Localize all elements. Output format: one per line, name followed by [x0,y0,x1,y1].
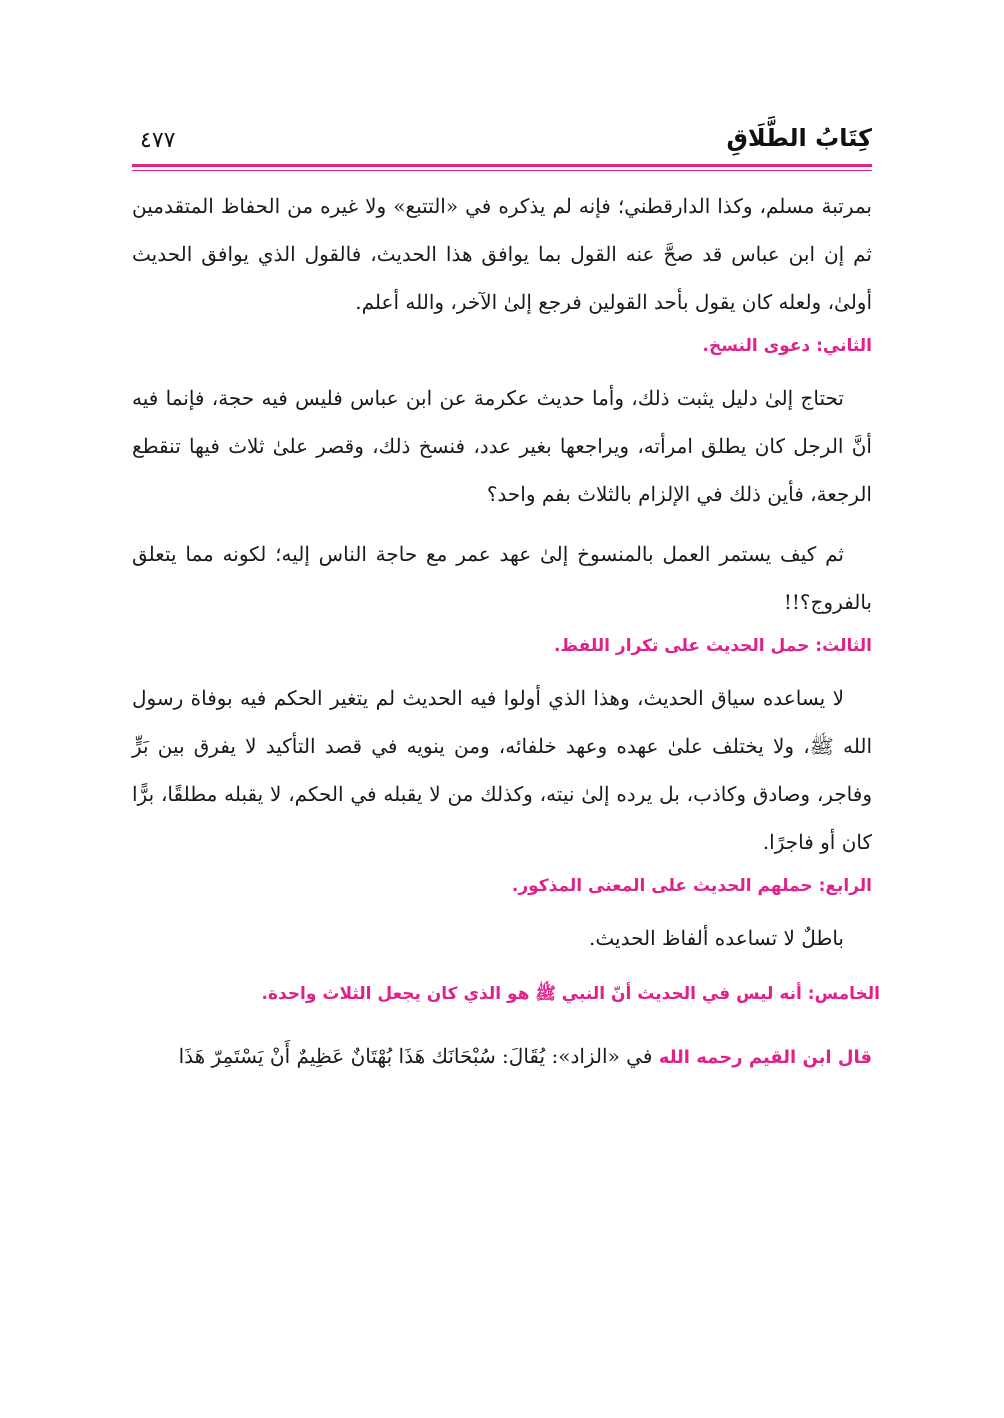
section-heading-3: الثالث: حمل الحديث على تكرار اللفظ. [553,636,872,656]
quote-attribution: قال ابن القيم رحمه الله [658,1047,872,1068]
header-rule-thin [132,170,872,171]
section-heading-5: الخامس: أنه ليس في الحديث أنّ النبي ﷺ هو الذي كان يجعل الثلاث واحدة. [261,984,880,1004]
section-heading-4: الرابع: حملهم الحديث على المعنى المذكور. [511,876,872,896]
book-title: كِتَابُ الطَّلَاقِ [726,124,872,152]
paragraph-1: بمرتبة مسلم، وكذا الدارقطني؛ فإنه لم يذكره في «التتبع» ولا غيره من الحفاظ المتقدمين ثم إن ابن عباس قد صحَّ عنه القول بما يوافق هذا الحديث، فالقول الذي يوافق الحديث أولىٰ، ولعله كان يقول بأحد القولين فرجع إلىٰ الآخر، والله أعلم. [132,194,872,314]
paragraph-5: باطلٌ لا تساعده ألفاظ الحديث. [589,926,844,950]
paragraph-3: ثم كيف يستمر العمل بالمنسوخ إلىٰ عهد عمر مع حاجة الناس إليه؛ لكونه مما يتعلق بالفروج؟!! [132,542,872,614]
quote-text: في «الزاد»: يُقَالَ: سُبْحَانَك هَذَا بُهْتَانٌ عَظِيمٌ أَنْ يَسْتَمِرّ هَذَا [178,1044,659,1068]
page-body [132,182,880,1102]
header-rule-thick [132,164,872,167]
paragraph-4: لا يساعده سياق الحديث، وهذا الذي أولوا فيه الحديث لم يتغير الحكم فيه بوفاة رسول الله ﷺ، ولا يختلف علىٰ عهده وعهد خلفائه، ومن ينويه في قصد التأكيد لا يفرق بين بَرٍّ وفاجر، وصادق وكاذب، بل يرده إلىٰ نيته، وكذلك من لا يقبله في الحكم، لا يقبله مطلقًا، برًّا كان أو فاجرًا. [132,686,872,854]
paragraph-2: تحتاج إلىٰ دليل يثبت ذلك، وأما حديث عكرمة عن ابن عباس فليس فيه حجة، فإنما فيه أنَّ الرجل كان يطلق امرأته، ويراجعها بغير عدد، فنسخ ذلك، وقصر علىٰ ثلاث فيها تنقطع الرجعة، فأين ذلك في الإلزام بالثلاث بفم واحد؟ [132,386,872,506]
paragraph-6 [132,1032,872,1082]
section-heading-2: الثاني: دعوى النسخ. [702,336,872,356]
page-number: ٤٧٧ [140,128,176,153]
page-header [132,118,872,162]
